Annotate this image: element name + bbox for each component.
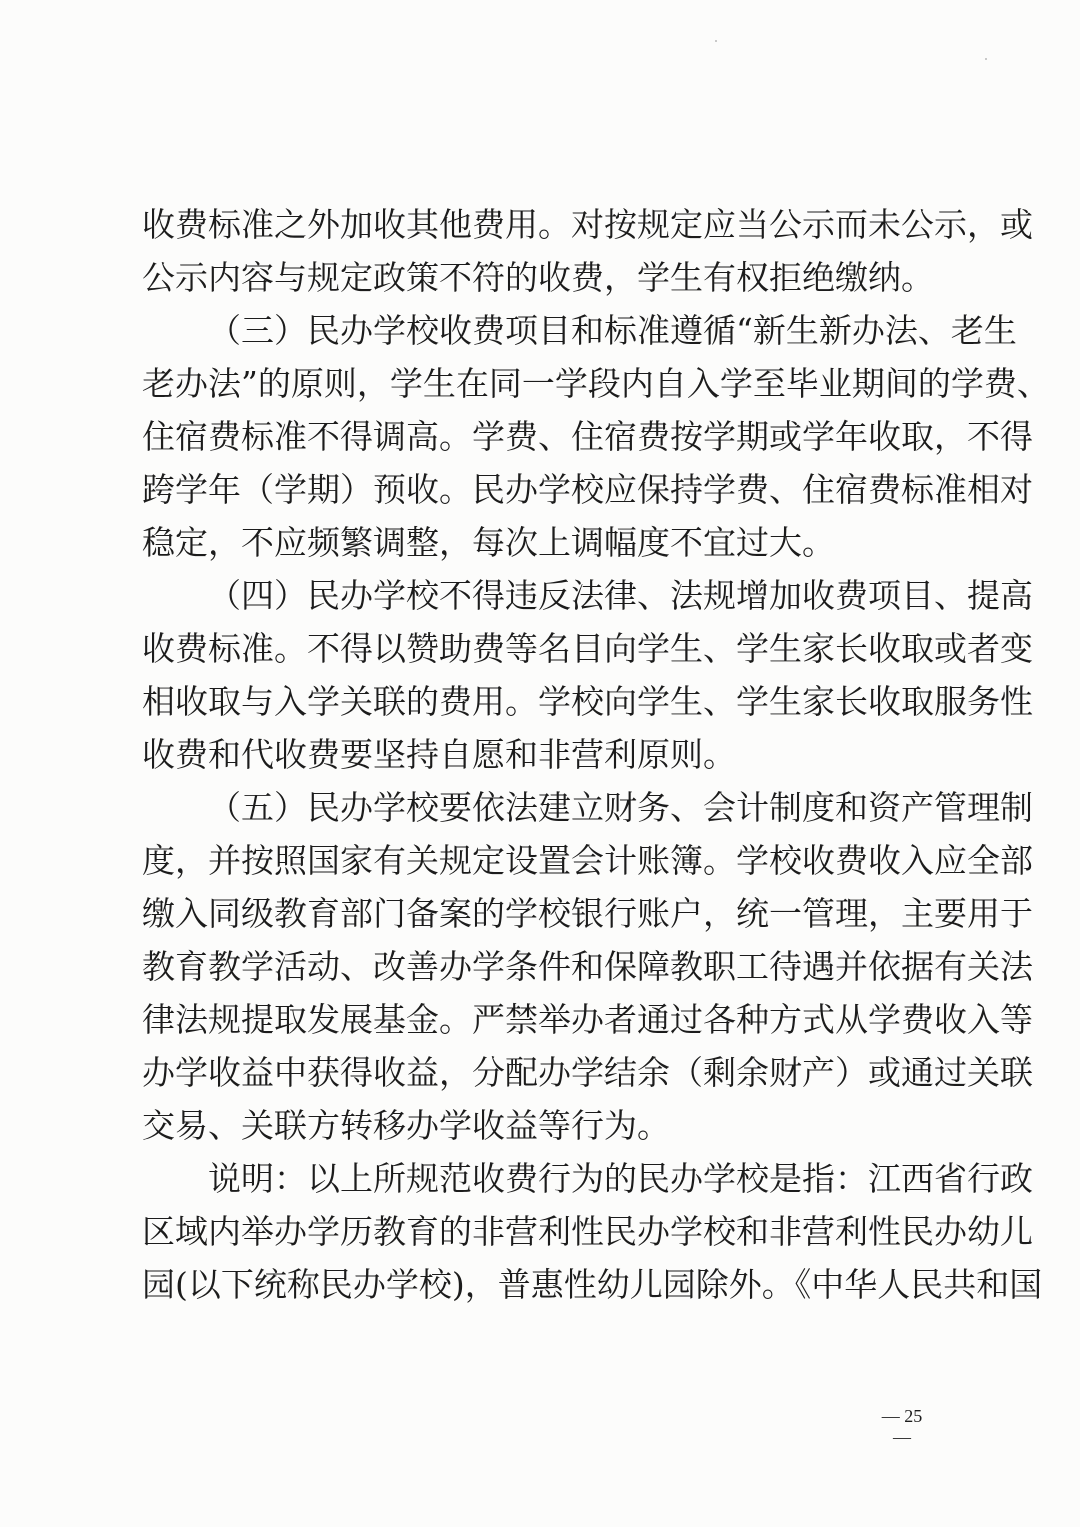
text-line: 公示内容与规定政策不符的收费，学生有权拒绝缴纳。 [142,258,934,297]
document-body [142,198,1050,1311]
text-line: 度，并按照国家有关规定设置会计账簿。学校收费收入应全部 [142,841,1033,880]
scan-speck [985,58,987,60]
text-line: 住宿费标准不得调高。学费、住宿费按学期或学年收取，不得 [142,417,1033,456]
scan-speck [715,40,717,42]
text-line: 办学收益中获得收益，分配办学结余（剩余财产）或通过关联 [142,1053,1033,1092]
text-line: 收费和代收费要坚持自愿和非营利原则。 [142,735,736,774]
text-line: （四）民办学校不得违反法律、法规增加收费项目、提高 [208,576,1033,615]
text-line: 收费标准。不得以赞助费等名目向学生、学生家长收取或者变 [142,629,1033,668]
text-line: 缴入同级教育部门备案的学校银行账户，统一管理，主要用于 [142,894,1033,933]
text-line: 说明：以上所规范收费行为的民办学校是指：江西省行政 [208,1159,1033,1198]
text-line: 收费标准之外加收其他费用。对按规定应当公示而未公示，或 [142,205,1033,244]
text-line: （三）民办学校收费项目和标准遵循“新生新办法、老生 [208,311,1017,350]
text-line: 律法规提取发展基金。严禁举办者通过各种方式从学费收入等 [142,1000,1033,1039]
text-line: 相收取与入学关联的费用。学校向学生、学生家长收取服务性 [142,682,1033,721]
text-line: 区域内举办学历教育的非营利性民办学校和非营利性民办幼儿 [142,1212,1033,1251]
text-line: 交易、关联方转移办学收益等行为。 [142,1106,670,1145]
text-line: 跨学年（学期）预收。民办学校应保持学费、住宿费标准相对 [142,470,1033,509]
text-line: 老办法”的原则，学生在同一学段内自入学至毕业期间的学费、 [142,364,1050,403]
text-line: 教育教学活动、改善办学条件和保障教职工待遇并依据有关法 [142,947,1033,986]
text-line: 稳定，不应频繁调整，每次上调幅度不宜过大。 [142,523,835,562]
page-number: — 25 — [881,1406,923,1447]
text-line: （五）民办学校要依法建立财务、会计制度和资产管理制 [208,788,1033,827]
text-line: 园(以下统称民办学校)，普惠性幼儿园除外。《中华人民共和国 [142,1265,1043,1304]
